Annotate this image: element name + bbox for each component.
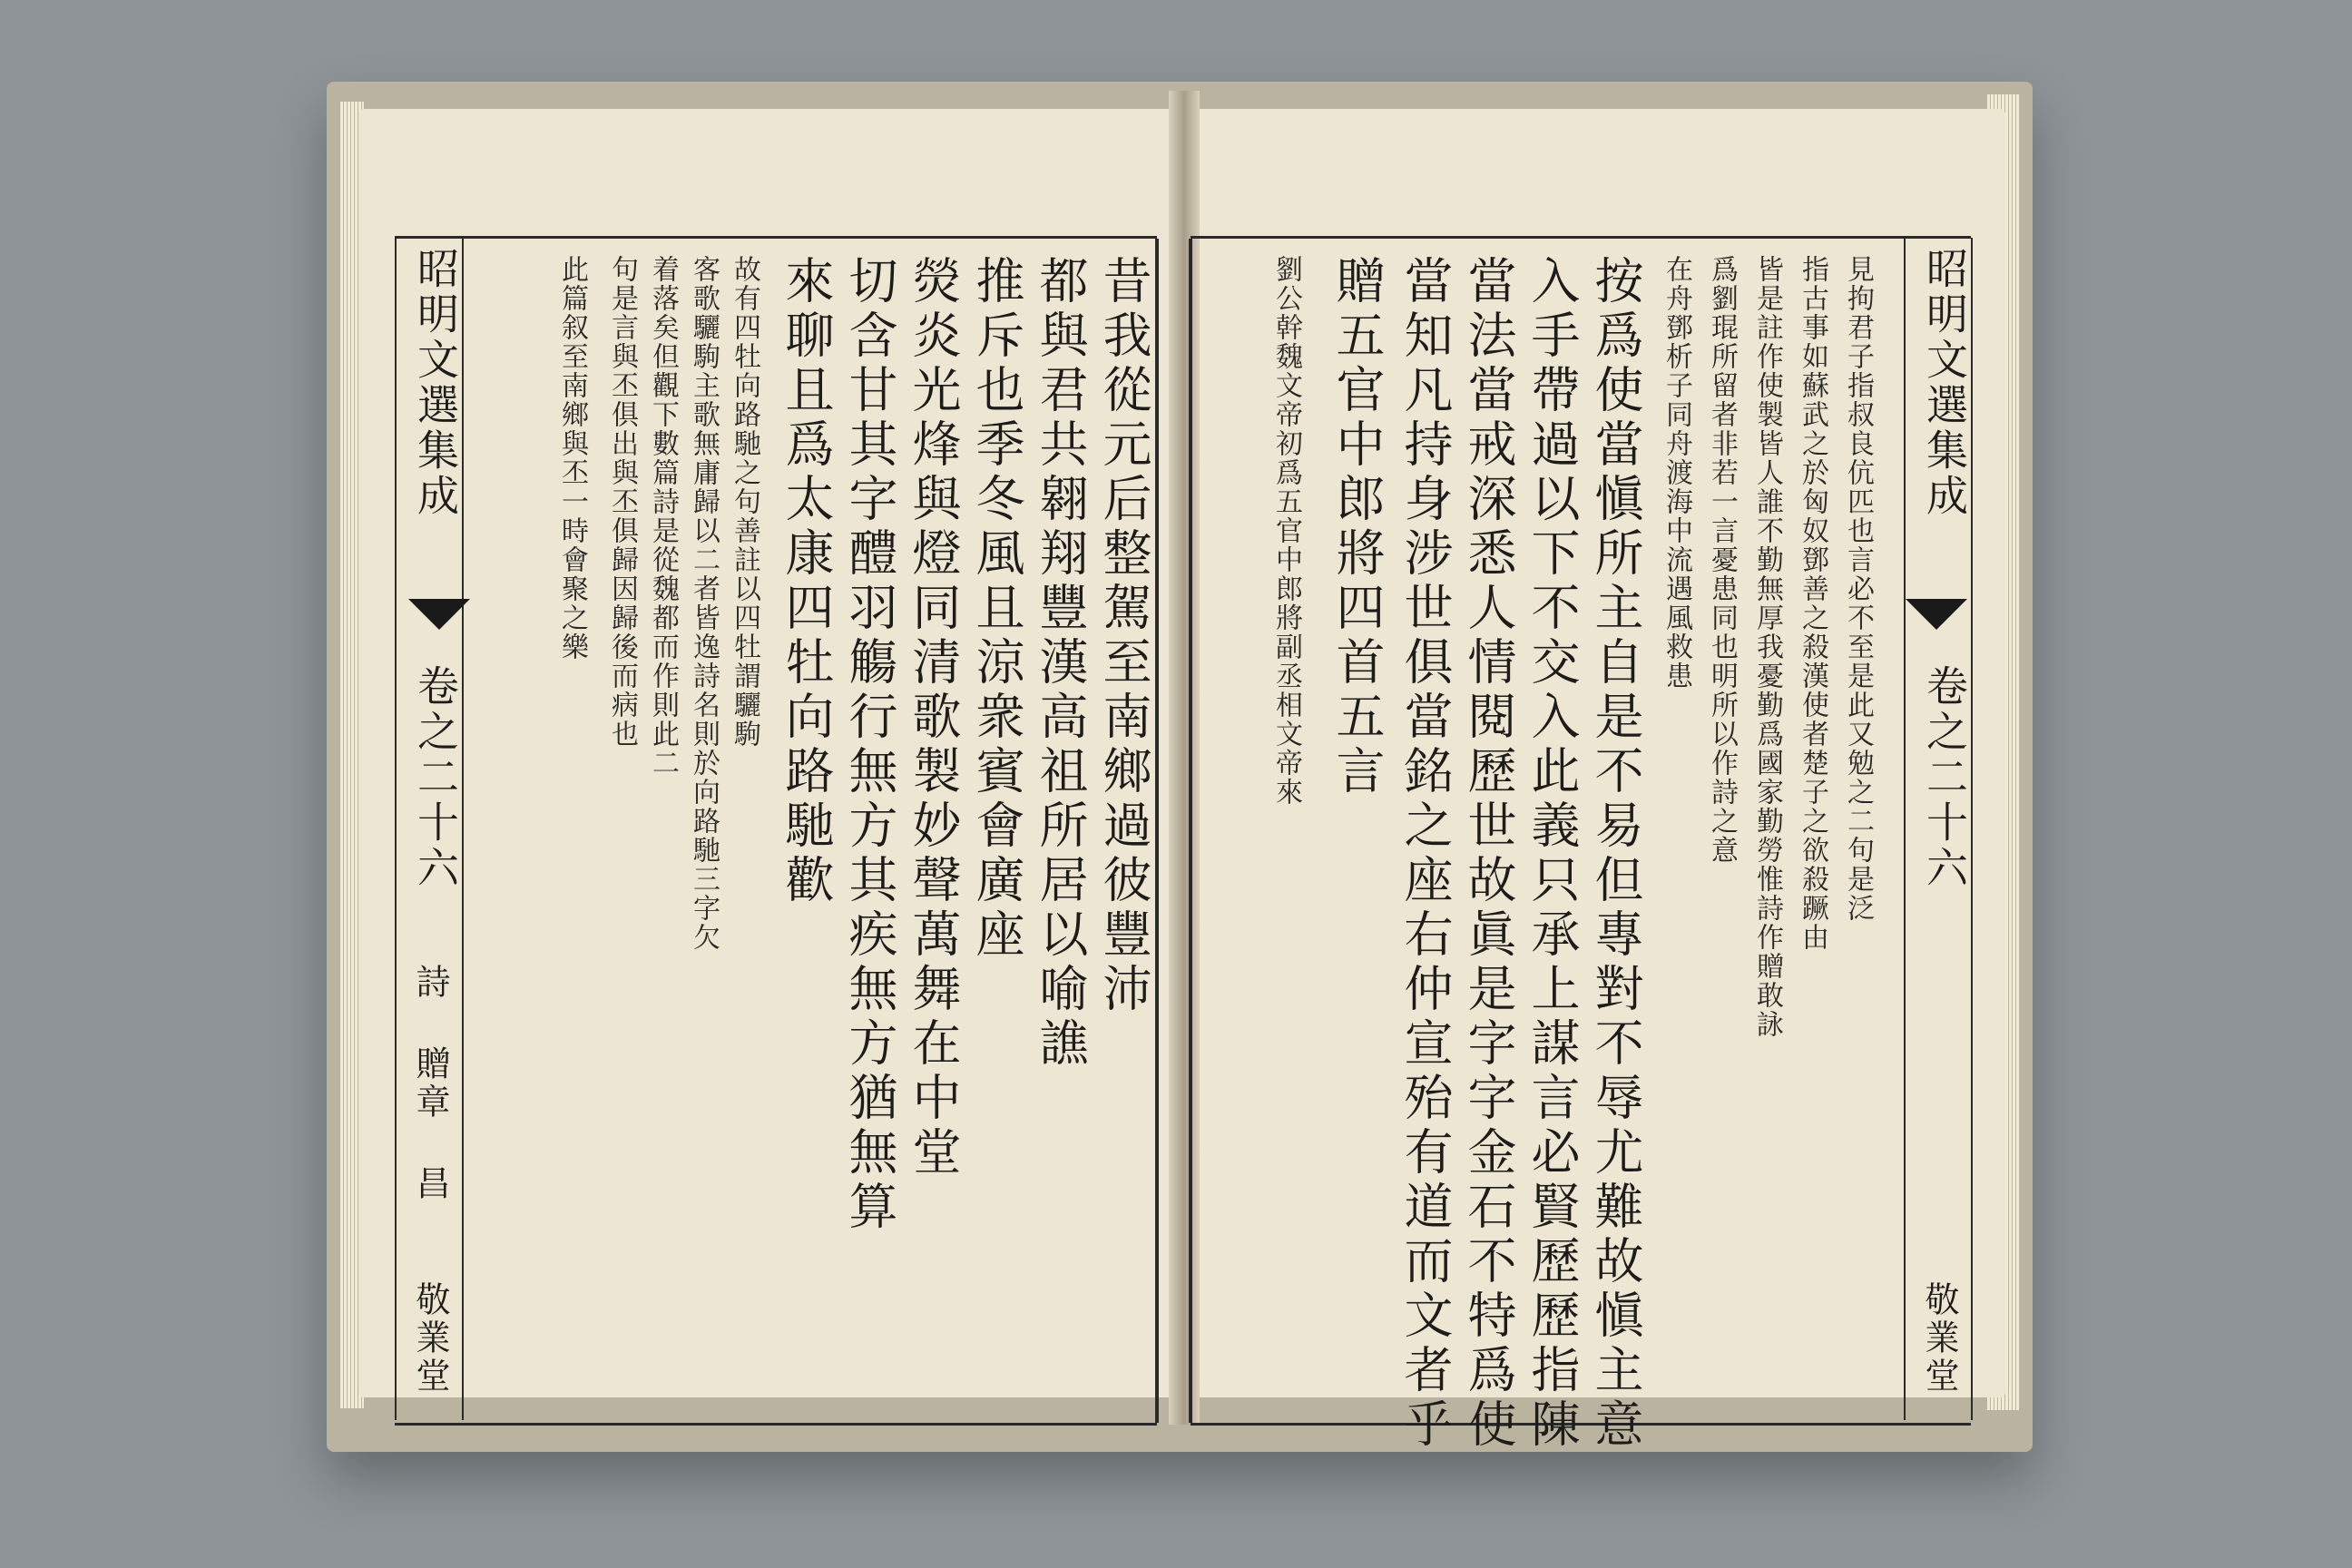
left-column-1: 昔我從元后整駕至南鄉過彼豐沛 [1095, 255, 1152, 1017]
right-column-1: 見拘君子指叔良伉匹也言必不至是此又勉之二句是泛 [1842, 255, 1874, 923]
left-column-2: 都與君共翱翔豐漢高祖所居以喻譙 [1032, 255, 1089, 1072]
left-center-band [395, 238, 464, 1420]
left-band-footer: 敬業堂 [410, 1281, 450, 1396]
right-column-7: 入手帶過以下不交入此義只承上謀言必賢歷歷指陳 [1524, 255, 1581, 1453]
left-text-frame [395, 236, 1157, 1426]
right-band-volume: 卷之二十六 [1920, 664, 1969, 891]
left-column-6: 來聊且爲太康四牡向路馳歡 [778, 255, 835, 908]
left-column-3: 推斥也季冬風且涼衆賓會廣座 [968, 255, 1025, 963]
right-column-2: 指古事如蘇武之於匈奴鄧善之殺漢使者楚子之欲殺蹶由 [1797, 255, 1828, 952]
right-fishtail-mark [1906, 599, 1967, 630]
right-column-9: 當知凡持身涉世俱當銘之座右仲宣殆有道而文者乎 [1396, 255, 1454, 1453]
right-center-band [1904, 238, 1973, 1420]
left-column-8: 客歌驪駒主歌無庸歸以二者皆逸詩名則於向路馳三字欠 [688, 255, 720, 952]
left-band-title: 昭明文選集成 [411, 247, 460, 519]
right-column-10: 贈五官中郎將四首五言 [1328, 255, 1386, 799]
left-column-7: 故有四牡向路馳之句善註以四牡謂驪駒 [729, 255, 760, 749]
left-band-volume: 卷之二十六 [411, 664, 460, 891]
left-frame-edge [1155, 239, 1159, 1423]
left-fishtail-mark [408, 599, 470, 630]
right-frame-edge [1189, 239, 1192, 1423]
right-column-3: 皆是註作使製皆人誰不勤無厚我憂勤爲國家勤勞惟詩作贈敢詠 [1751, 255, 1783, 1039]
right-band-footer: 敬業堂 [1919, 1281, 1959, 1396]
right-column-4: 爲劉琨所留者非若一言憂患同也明所以作詩之意 [1706, 255, 1738, 865]
left-column-10: 句是言與丕俱出與丕俱歸因歸後而病也 [606, 255, 638, 749]
left-column-5: 切含甘其字醴羽觴行無方其疾無方猶無算 [841, 255, 898, 1235]
right-column-8: 當法當戒深悉人情閱歷世故眞是字字金石不特爲使 [1460, 255, 1517, 1453]
left-column-4: 熒炎光烽與燈同清歌製妙聲萬舞在中堂 [905, 255, 962, 1181]
right-text-frame [1191, 236, 1971, 1453]
right-column-6: 按爲使當愼所主自是不易但專對不辱尤難故愼主意 [1587, 255, 1644, 1453]
left-band-section: 詩 贈章 昌 [410, 964, 450, 1203]
right-column-5: 在舟鄧析子同舟渡海中流遇風救患 [1661, 255, 1692, 691]
right-column-11: 劉公幹魏文帝初爲五官中郎將副丞相文帝來 [1270, 255, 1302, 807]
left-column-9: 着落矣但觀下數篇詩是從魏都而作則此二 [647, 255, 679, 778]
left-column-11: 此篇叙至南鄉與丕一時會聚之樂 [556, 255, 588, 662]
right-band-title: 昭明文選集成 [1920, 247, 1969, 519]
